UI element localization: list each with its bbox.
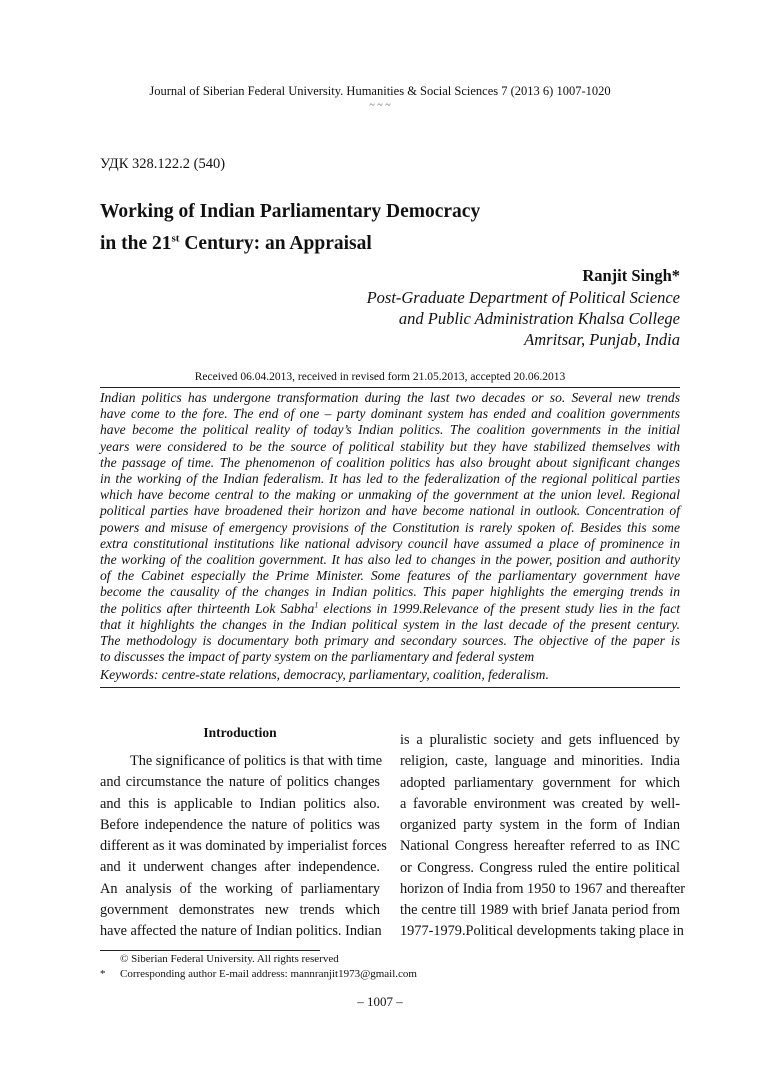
abstract-line: to discusses the impact of party system on the parliamentary and federal system [100, 649, 535, 665]
abstract-line: that it highlights the changes in the Indian political system in the last decade of the present century. [100, 616, 680, 632]
body-line: 1977-1979.Political developments taking place in [400, 923, 684, 940]
body-line: different as it was dominated by imperialist forces [100, 838, 387, 854]
abstract-line: years were considered to be the source of political stability but they have stabilized themselves with [100, 438, 680, 454]
footnote-rule [100, 950, 320, 951]
author-affiliation [367, 287, 680, 350]
paper-title [100, 196, 480, 260]
body-line: adopted parliamentary government for which [400, 774, 680, 791]
body-line: Before independence the nature of politics was [100, 816, 380, 833]
abstract-line: of the Cabinet especially the Prime Minister. Some features of the parliamentary government have [100, 568, 680, 584]
journal-header: Journal of Siberian Federal University. Humanities & Social Sciences 7 (2013 6) 1007-1020 [149, 84, 611, 98]
section-heading-introduction: Introduction [203, 725, 277, 740]
footnote-marker: * [100, 968, 106, 980]
body-line: organized party system in the form of Indian [400, 817, 680, 833]
affiliation-line: and Public Administration Khalsa College [398, 309, 680, 328]
body-line: The significance of politics is that with time [130, 753, 383, 769]
body-line: the centre till 1989 with brief Janata period from [400, 902, 680, 918]
header-ornament: ~ ~ ~ [369, 100, 391, 111]
abstract-line: the working of the coalition government. It has also led to changes in the power, position and authority [100, 552, 680, 568]
received-dates: Received 06.04.2013, received in revised form 21.05.2013, accepted 20.06.2013 [194, 371, 566, 383]
page-number: – 1007 – [357, 994, 403, 1009]
body-column-left [100, 751, 387, 942]
abstract-text: the politics after thirteenth Lok Sabha [100, 600, 315, 616]
footnote-reference: 1 [314, 600, 319, 610]
affiliation-line: Amritsar, Punjab, India [524, 330, 680, 349]
corresponding-author-note: Corresponding author E-mail address: mannranjit1973@gmail.com [120, 968, 417, 980]
keywords: Keywords: centre-state relations, democracy, parliamentary, coalition, federalism. [100, 667, 549, 682]
abstract-line: political parties have broadened their horizon and have become national in outlook. Concentration of [100, 503, 680, 519]
body-line: and it underwent changes after independence. [100, 859, 380, 876]
body-line: and circumstance the nature of politics changes [100, 774, 380, 791]
copyright-note: © Siberian Federal University. All rights reserved [120, 953, 339, 965]
title-line-2-post: Century: an Appraisal [179, 233, 372, 254]
abstract-line: powers and misuse of emergency provisions of the Constitution is rarely spoken of. Besides this some [100, 519, 680, 535]
body-column-right [400, 730, 686, 943]
abstract-bottom-rule [100, 687, 680, 688]
abstract-line: which have become central to the making or unmaking of the government at the union level. Regional [100, 487, 680, 503]
abstract-line: in the working of the Indian federalism. It has led to the federalization of the regional political parties [100, 471, 680, 487]
body-line: a favorable environment was created by well- [400, 795, 680, 812]
body-line: have affected the nature of Indian politics. Indian [100, 923, 382, 939]
body-line: An analysis of the working of parliamentary [100, 880, 380, 897]
abstract-text: elections in 1999.Relevance of the present study lies in the fact [318, 600, 681, 616]
abstract-line: become the causality of the changes in Indian politics. This paper highlights the emerging trends in [100, 584, 680, 600]
title-superscript: st [171, 232, 180, 245]
title-line-2-pre: in the 21 [100, 233, 172, 254]
abstract-line: The methodology is documentary both primary and secondary sources. The objective of the paper is [100, 633, 680, 649]
abstract-line: Indian politics has undergone transformation during the last two decades or so. Several new trends [100, 390, 680, 405]
title-line-2 [100, 228, 480, 260]
body-line: horizon of India from 1950 to 1967 and thereafter [400, 880, 686, 897]
body-line: and this is applicable to Indian politics also. [100, 795, 380, 812]
abstract-line: have become the political reality of today’s Indian politics. The coalition governments in the initial [100, 422, 680, 438]
abstract-line: the passage of time. The phenomenon of coalition politics has also brought about significant changes [100, 454, 680, 470]
affiliation-line: Post-Graduate Department of Political Science [366, 288, 680, 307]
abstract-line [100, 601, 680, 617]
title-line-1: Working of Indian Parliamentary Democracy [100, 201, 481, 222]
author-name: Ranjit Singh* [582, 266, 680, 285]
abstract-line: have come to the fore. The end of one – party dominant system has ended and coalition governments [100, 406, 680, 422]
abstract-line: extra constitutional institutions like national advisory council have assumed a place of prominence in [100, 535, 680, 551]
body-line: National Congress hereafter referred to as INC [400, 838, 680, 855]
body-line: government demonstrates new trends which [100, 901, 380, 918]
udk-code: УДК 328.122.2 (540) [100, 156, 226, 172]
body-line: or Congress. Congress ruled the entire political [400, 859, 680, 876]
body-line: religion, caste, language and minorities. India [400, 753, 680, 770]
body-line: is a pluralistic society and gets influenced by [400, 732, 680, 748]
abstract [100, 390, 680, 665]
abstract-top-rule [100, 387, 680, 388]
